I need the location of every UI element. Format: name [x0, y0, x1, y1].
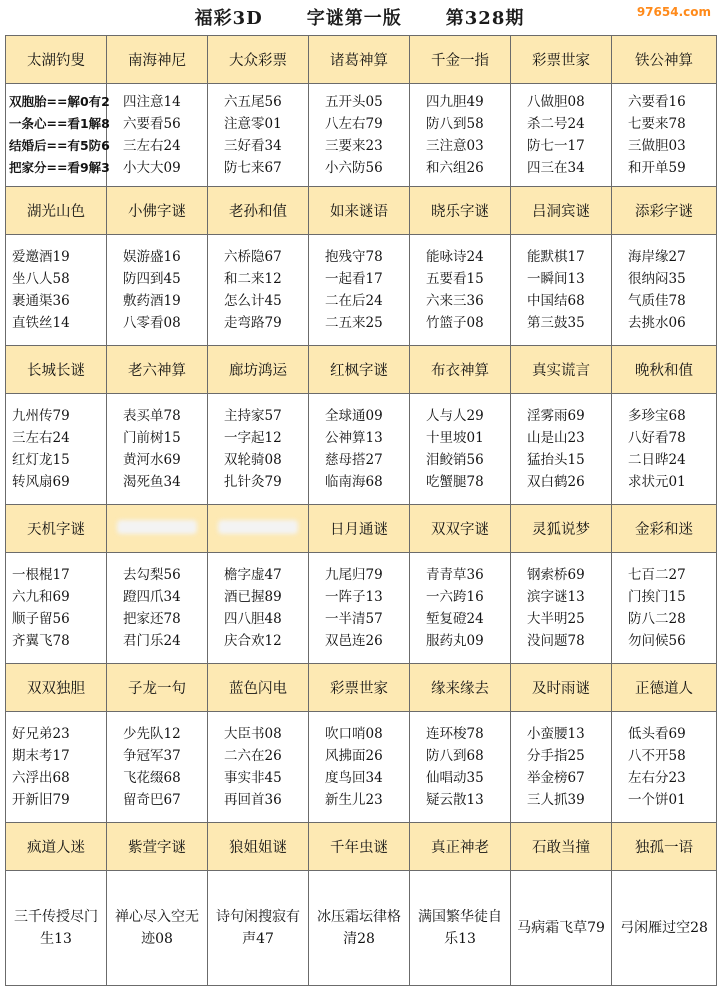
prediction-line: 少先队12 [123, 726, 181, 742]
prediction-cell [309, 712, 410, 823]
prediction-line: 服药丸09 [426, 633, 484, 649]
expert-name: 及时雨谜 [511, 664, 612, 712]
prediction-line: 冰压霜坛律格清28 [317, 909, 401, 947]
expert-name: 日月通谜 [309, 505, 410, 553]
prediction-line: 防八到58 [426, 116, 484, 132]
prediction-line: 抱残守78 [325, 249, 383, 265]
prediction-line: 顺子留56 [12, 611, 70, 627]
prediction-line: 红灯龙15 [12, 452, 70, 468]
prediction-cell [511, 712, 612, 823]
prediction-line: 全球通09 [325, 408, 383, 424]
prediction-line: 小六防56 [325, 160, 383, 176]
prediction-line: 淫雾雨69 [527, 408, 585, 424]
prediction-line: 庆合欢12 [224, 633, 282, 649]
prediction-line: 海岸缘27 [628, 249, 686, 265]
expert-name: 正德道人 [612, 664, 717, 712]
prediction-line: 连环梭78 [426, 726, 484, 742]
prediction-line: 滨字谜13 [527, 589, 585, 605]
prediction-line: 主持家57 [224, 408, 282, 424]
prediction-line: 一起看17 [325, 271, 383, 287]
prediction-line: 期末考17 [12, 748, 70, 764]
prediction-line: 六要看56 [123, 116, 181, 132]
expert-name: 添彩字谜 [612, 187, 717, 235]
prediction-cell [208, 712, 309, 823]
expert-name: 铁公神算 [612, 36, 717, 84]
expert-name: 蓝色闪电 [208, 664, 309, 712]
prediction-line: 六五尾56 [224, 94, 282, 110]
prediction-line: 三要来23 [325, 138, 383, 154]
prediction-line: 勿问候56 [628, 633, 686, 649]
prediction-line: 二日晔24 [628, 452, 686, 468]
prediction-line: 防七来67 [224, 160, 282, 176]
expert-name: 子龙一句 [107, 664, 208, 712]
expert-name: 灵狐说梦 [511, 505, 612, 553]
prediction-line: 防四到45 [123, 271, 181, 287]
expert-name: 千金一指 [410, 36, 511, 84]
prediction-line: 六九和69 [12, 589, 70, 605]
expert-name: 如来谜语 [309, 187, 410, 235]
prediction-line: 举金榜67 [527, 770, 585, 786]
section-header-row [6, 187, 717, 235]
prediction-line: 好兄弟23 [12, 726, 70, 742]
prediction-line: 事实非45 [224, 770, 282, 786]
prediction-cell [309, 394, 410, 505]
prediction-line: 门挨门15 [628, 589, 686, 605]
prediction-line: 山是山23 [527, 430, 585, 446]
prediction-line: 大半明25 [527, 611, 585, 627]
prediction-line: 齐翼飞78 [12, 633, 70, 649]
expert-name: 彩票世家 [309, 664, 410, 712]
prediction-cell [208, 553, 309, 664]
prediction-line: 十里坡01 [426, 430, 484, 446]
prediction-line: 二五来25 [325, 315, 383, 331]
prediction-cell [410, 712, 511, 823]
prediction-cell [107, 84, 208, 187]
prediction-line: 四八胆48 [224, 611, 282, 627]
page-title [0, 0, 719, 34]
section-header-row [6, 505, 717, 553]
prediction-line: 八不开58 [628, 748, 686, 764]
prediction-line: 分手指25 [527, 748, 585, 764]
prediction-cell [6, 553, 107, 664]
prediction-line: 扎针灸79 [224, 474, 282, 490]
expert-name: 疯道人迷 [6, 823, 107, 871]
prediction-line: 双轮骑08 [224, 452, 282, 468]
prediction-line: 一阵子13 [325, 589, 383, 605]
prediction-cell [309, 84, 410, 187]
prediction-line: 吹口哨08 [325, 726, 383, 742]
prediction-cell [6, 712, 107, 823]
prediction-line: 满国繁华徒自乐13 [418, 909, 502, 947]
prediction-line: 注意零01 [224, 116, 282, 132]
expert-name: 双双字谜 [410, 505, 511, 553]
expert-name: 南海神尼 [107, 36, 208, 84]
prediction-cell [107, 235, 208, 346]
prediction-line: 四注意14 [123, 94, 181, 110]
prediction-line: 能默棋17 [527, 249, 585, 265]
prediction-line: 九尾归79 [325, 567, 383, 583]
prediction-line: 公神算13 [325, 430, 383, 446]
expert-name [208, 505, 309, 553]
expert-name: 小佛字谜 [107, 187, 208, 235]
prediction-line: 青青草36 [426, 567, 484, 583]
prediction-line: 和二来12 [224, 271, 282, 287]
prediction-line: 八零看08 [123, 315, 181, 331]
prediction-line: 杀二号24 [527, 116, 585, 132]
prediction-line: 争冠军37 [123, 748, 181, 764]
prediction-cell [6, 84, 110, 187]
expert-name: 石敢当撞 [511, 823, 612, 871]
prediction-line: 六来三36 [426, 293, 484, 309]
prediction-line: 三人抓39 [527, 792, 585, 808]
prediction-cell [612, 84, 717, 187]
prediction-cell [309, 871, 410, 986]
prediction-cell [612, 394, 717, 505]
prediction-line: 爱邀酒19 [12, 249, 70, 265]
prediction-line: 八做胆08 [527, 94, 585, 110]
prediction-line: 君门乐24 [123, 633, 181, 649]
section-body-row [6, 712, 717, 823]
section-body-row [6, 871, 717, 986]
expert-name: 独孤一语 [612, 823, 717, 871]
prediction-line: 防八到68 [426, 748, 484, 764]
prediction-line: 酒已握89 [224, 589, 282, 605]
expert-name: 太湖钓叟 [6, 36, 107, 84]
prediction-line: 马病霜飞草79 [517, 920, 605, 936]
prediction-cell [6, 871, 107, 986]
prediction-line: 转风扇69 [12, 474, 70, 490]
prediction-line: 走弯路79 [224, 315, 282, 331]
prediction-line: 三左右24 [12, 430, 70, 446]
prediction-line: 表买单78 [123, 408, 181, 424]
prediction-line: 七要来78 [628, 116, 686, 132]
prediction-line: 九州传79 [12, 408, 70, 424]
prediction-line: 钢索桥69 [527, 567, 585, 583]
prediction-cell [511, 871, 612, 986]
prediction-cell [410, 871, 511, 986]
prediction-cell [612, 871, 717, 986]
prediction-line: 诗句闲搜寂有声47 [216, 909, 300, 947]
prediction-line: 防七一17 [527, 138, 585, 154]
prediction-cell [511, 553, 612, 664]
prediction-line: 一六跨16 [426, 589, 484, 605]
prediction-line: 一字起12 [224, 430, 282, 446]
prediction-line: 一瞬间13 [527, 271, 585, 287]
expert-name: 天机字谜 [6, 505, 107, 553]
prediction-line: 二六在26 [224, 748, 282, 764]
expert-name: 真实谎言 [511, 346, 612, 394]
expert-name [107, 505, 208, 553]
prediction-line: 仙唱动35 [426, 770, 484, 786]
prediction-cell [410, 553, 511, 664]
prediction-cell [208, 394, 309, 505]
prediction-line: 门前树15 [123, 430, 181, 446]
prediction-line: 娱游盛16 [123, 249, 181, 265]
watermark: 97654.com [636, 5, 711, 19]
prediction-cell [612, 712, 717, 823]
section-header-row [6, 664, 717, 712]
prediction-line: 左右分23 [628, 770, 686, 786]
prediction-line: 三千传授尽门生13 [14, 909, 98, 947]
prediction-line: 坐八人58 [12, 271, 70, 287]
prediction-line: 二在后24 [325, 293, 383, 309]
expert-name: 老孙和值 [208, 187, 309, 235]
prediction-line: 檐字虚47 [224, 567, 282, 583]
prediction-line: 五要看15 [426, 271, 484, 287]
prediction-line: 双邑连26 [325, 633, 383, 649]
prediction-line: 六要看16 [628, 94, 686, 110]
section-header-row [6, 823, 717, 871]
prediction-line: 临南海68 [325, 474, 383, 490]
prediction-cell [6, 394, 107, 505]
expert-name: 紫萱字谜 [107, 823, 208, 871]
prediction-line: 七百二27 [628, 567, 686, 583]
prediction-line: 去挑水06 [628, 315, 686, 331]
section-body-row [6, 84, 717, 187]
prediction-cell [309, 235, 410, 346]
prediction-line: 弓闲雁过空28 [620, 920, 708, 936]
prediction-line: 八好看78 [628, 430, 686, 446]
expert-name: 真正神老 [410, 823, 511, 871]
prediction-line: 第三鼓35 [527, 315, 585, 331]
prediction-cell [107, 394, 208, 505]
prediction-line: 双胞胎==解0有2 [9, 94, 110, 109]
prediction-line: 一个饼01 [628, 792, 686, 808]
prediction-line: 把家还78 [123, 611, 181, 627]
prediction-line: 一根棍17 [12, 567, 70, 583]
prediction-line: 敷药酒19 [123, 293, 181, 309]
prediction-line: 竹篮子08 [426, 315, 484, 331]
expert-name: 晓乐字谜 [410, 187, 511, 235]
prediction-line: 泪鲛销56 [426, 452, 484, 468]
section-body-row [6, 394, 717, 505]
section-body-row [6, 235, 717, 346]
expert-name: 金彩和迷 [612, 505, 717, 553]
prediction-cell [309, 553, 410, 664]
expert-name: 狼姐姐谜 [208, 823, 309, 871]
expert-name: 晚秋和值 [612, 346, 717, 394]
expert-name: 廊坊鸿运 [208, 346, 309, 394]
expert-name: 双双独胆 [6, 664, 107, 712]
expert-name: 长城长谜 [6, 346, 107, 394]
prediction-line: 多珍宝68 [628, 408, 686, 424]
prediction-line: 慈母搭27 [325, 452, 383, 468]
prediction-cell [6, 235, 107, 346]
prediction-line: 能咏诗24 [426, 249, 484, 265]
prediction-line: 怎么计45 [224, 293, 282, 309]
prediction-cell [107, 712, 208, 823]
prediction-line: 没问题78 [527, 633, 585, 649]
prediction-line: 裹通渠36 [12, 293, 70, 309]
expert-name: 湖光山色 [6, 187, 107, 235]
blurred-name [117, 520, 197, 534]
prediction-line: 蹬四爪34 [123, 589, 181, 605]
prediction-line: 留奇巴67 [123, 792, 181, 808]
prediction-line: 求状元01 [628, 474, 686, 490]
edition-name: 字谜第一版 [306, 8, 402, 29]
prediction-line: 双白鹤26 [527, 474, 585, 490]
prediction-line: 度鸟回34 [325, 770, 383, 786]
prediction-line: 小大大09 [123, 160, 181, 176]
expert-name: 大众彩票 [208, 36, 309, 84]
prediction-line: 一条心==看1解8 [9, 116, 110, 131]
expert-name: 吕洞宾谜 [511, 187, 612, 235]
prediction-cell [511, 394, 612, 505]
prediction-line: 新生儿23 [325, 792, 383, 808]
prediction-line: 直铁丝14 [12, 315, 70, 331]
prediction-line: 低头看69 [628, 726, 686, 742]
prediction-cell [208, 871, 309, 986]
prediction-line: 很纳闷35 [628, 271, 686, 287]
prediction-line: 人与人29 [426, 408, 484, 424]
prediction-line: 四九胆49 [426, 94, 484, 110]
section-body-row [6, 553, 717, 664]
expert-name: 彩票世家 [511, 36, 612, 84]
prediction-cell [410, 84, 511, 187]
expert-name: 布衣神算 [410, 346, 511, 394]
prediction-line: 八左右79 [325, 116, 383, 132]
prediction-cell [410, 394, 511, 505]
prediction-cell [208, 235, 309, 346]
prediction-line: 一半清57 [325, 611, 383, 627]
expert-name: 千年虫谜 [309, 823, 410, 871]
prediction-line: 堑复磴24 [426, 611, 484, 627]
prediction-line: 三注意03 [426, 138, 484, 154]
expert-name: 老六神算 [107, 346, 208, 394]
prediction-line: 三好看34 [224, 138, 282, 154]
prediction-line: 防八二28 [628, 611, 686, 627]
prediction-cell [511, 235, 612, 346]
prediction-line: 黄河水69 [123, 452, 181, 468]
issue-number: 第328期 [445, 8, 525, 29]
prediction-line: 和开单59 [628, 160, 686, 176]
section-header-row [6, 36, 717, 84]
prediction-line: 大臣书08 [224, 726, 282, 742]
blurred-name [218, 520, 298, 534]
prediction-line: 禅心尽入空无迹08 [115, 909, 199, 947]
prediction-cell [612, 235, 717, 346]
prediction-cell [612, 553, 717, 664]
riddle-table [5, 35, 717, 986]
lottery-name: 福彩3D [194, 8, 263, 29]
prediction-line: 开新旧79 [12, 792, 70, 808]
prediction-cell [410, 235, 511, 346]
prediction-line: 四三在34 [527, 160, 585, 176]
expert-name: 缘来缘去 [410, 664, 511, 712]
prediction-line: 六浮出68 [12, 770, 70, 786]
prediction-cell [107, 871, 208, 986]
section-header-row [6, 346, 717, 394]
prediction-line: 气质佳78 [628, 293, 686, 309]
prediction-line: 六桥隐67 [224, 249, 282, 265]
prediction-line: 再回首36 [224, 792, 282, 808]
expert-name: 诸葛神算 [309, 36, 410, 84]
prediction-line: 小蛮腰13 [527, 726, 585, 742]
prediction-line: 结婚后==有5防6 [9, 138, 110, 153]
prediction-line: 三做胆03 [628, 138, 686, 154]
prediction-line: 渴死鱼34 [123, 474, 181, 490]
prediction-line: 飞花缀68 [123, 770, 181, 786]
prediction-line: 三左右24 [123, 138, 181, 154]
prediction-line: 风拂面26 [325, 748, 383, 764]
prediction-cell [208, 84, 309, 187]
prediction-line: 五开头05 [325, 94, 383, 110]
expert-name: 红枫字谜 [309, 346, 410, 394]
prediction-cell [511, 84, 612, 187]
prediction-cell [107, 553, 208, 664]
prediction-line: 去勾梨56 [123, 567, 181, 583]
prediction-line: 猛抬头15 [527, 452, 585, 468]
prediction-line: 中国结68 [527, 293, 585, 309]
prediction-line: 吃蟹腿78 [426, 474, 484, 490]
prediction-line: 把家分==看9解3 [9, 160, 110, 175]
prediction-line: 和六组26 [426, 160, 484, 176]
prediction-line: 疑云散13 [426, 792, 484, 808]
